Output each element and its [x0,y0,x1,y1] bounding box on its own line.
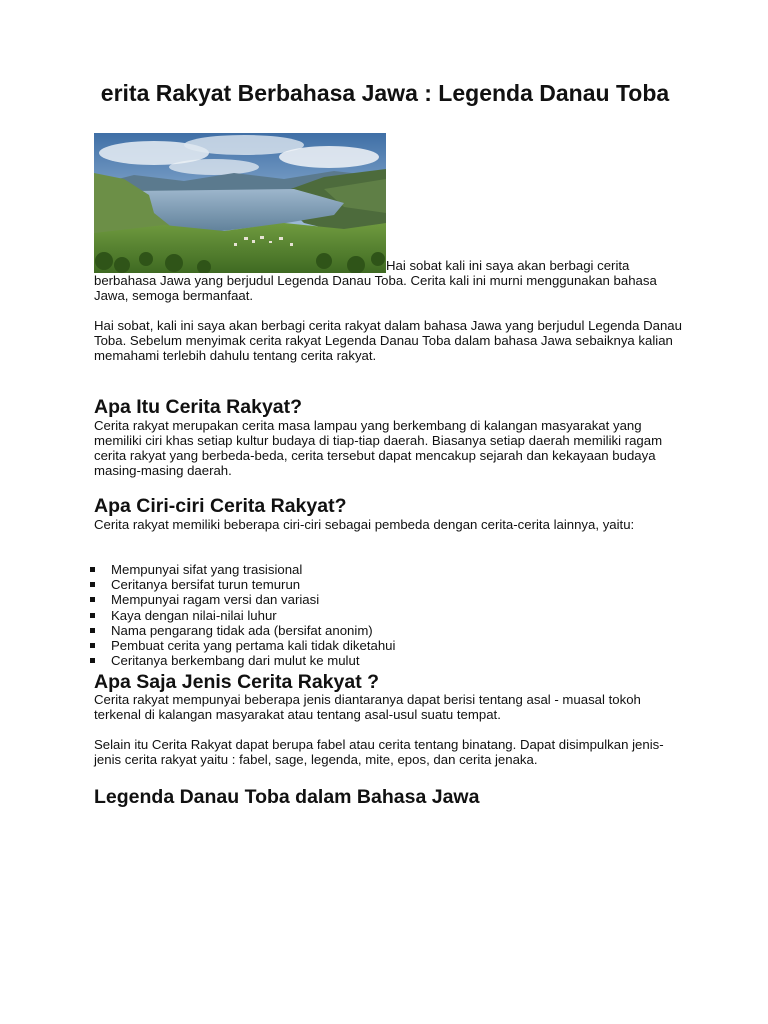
list-item [94,577,684,592]
list-item [94,638,684,653]
section-body-jenis-1: Cerita rakyat mempunyai beberapa jenis diantaranya dapat berisi tentang asal - muasal tokoh terkenal di kalangan masyarakat atau tentang asal-usul suatu tempat. [94,692,641,722]
section-body-jenis-2: Selain itu Cerita Rakyat dapat berupa fabel atau cerita tentang binatang. Dapat disimpulkan jenis-jenis cerita rakyat yaitu : fabel, sage, legenda, mite, epos, dan cerita jenaka. [94,737,664,767]
list-item-text: Kaya dengan nilai-nilai luhur [111,607,277,623]
lake-toba-photo [94,133,386,273]
ciri-ciri-list [94,562,684,668]
section-body-apa-itu: Cerita rakyat merupakan cerita masa lampau yang berkembang di kalangan masyarakat yang memiliki ciri khas setiap kultur budaya di tiap-tiap daerah. Biasanya setiap daerah memiliki ragam cerita rakyat yang berbeda-beda, cerita tersebut dapat mencakup sejarah dan kekayaan budaya masing-masing daerah. [94,418,663,478]
list-item [94,608,684,623]
bullet-icon [90,597,95,602]
list-item-text: Ceritanya bersifat turun temurun [111,577,301,593]
bullet-icon [90,643,95,648]
bullet-icon [90,658,95,663]
intro-paragraph: berbahasa Jawa yang berjudul Legenda Danau Toba. Cerita kali ini murni menggunakan bahasa Jawa, semoga bermanfaat. [94,273,657,303]
section-heading-apa-itu: Apa Itu Cerita Rakyat? [94,396,303,418]
intro-paragraph-2: Hai sobat, kali ini saya akan berbagi cerita rakyat dalam bahasa Jawa yang berjudul Legenda Danau Toba. Sebelum menyimak cerita rakyat Legenda Danau Toba dalam bahasa Jawa sebaiknya kalian memahami terlebih dahulu tentang cerita rakyat. [94,318,682,363]
bullet-icon [90,582,95,587]
bullet-icon [90,613,95,618]
page-title: erita Rakyat Berbahasa Jawa : Legenda Danau Toba [100,80,670,106]
bullet-icon [90,567,95,572]
list-item-text: Mempunyai sifat yang trasisional [111,562,303,577]
section-heading-jenis: Apa Saja Jenis Cerita Rakyat ? [94,671,380,693]
list-item-text: Ceritanya berkembang dari mulut ke mulut [111,653,360,669]
intro-first-line: Hai sobat kali ini saya akan berbagi cerita [386,258,630,273]
list-item [94,623,684,638]
section-body-ciri-ciri: Cerita rakyat memiliki beberapa ciri-ciri sebagai pembeda dengan cerita-cerita lainnya, yaitu: [94,517,635,532]
list-item [94,592,684,607]
list-item [94,562,684,577]
list-item-text: Nama pengarang tidak ada (bersifat anonim) [111,622,373,638]
section-heading-ciri-ciri: Apa Ciri-ciri Cerita Rakyat? [94,495,347,517]
list-item-text: Mempunyai ragam versi dan variasi [111,592,320,608]
list-item [94,653,684,668]
section-heading-legenda: Legenda Danau Toba dalam Bahasa Jawa [94,786,480,808]
list-item-text: Pembuat cerita yang pertama kali tidak diketahui [111,638,396,654]
bullet-icon [90,628,95,633]
